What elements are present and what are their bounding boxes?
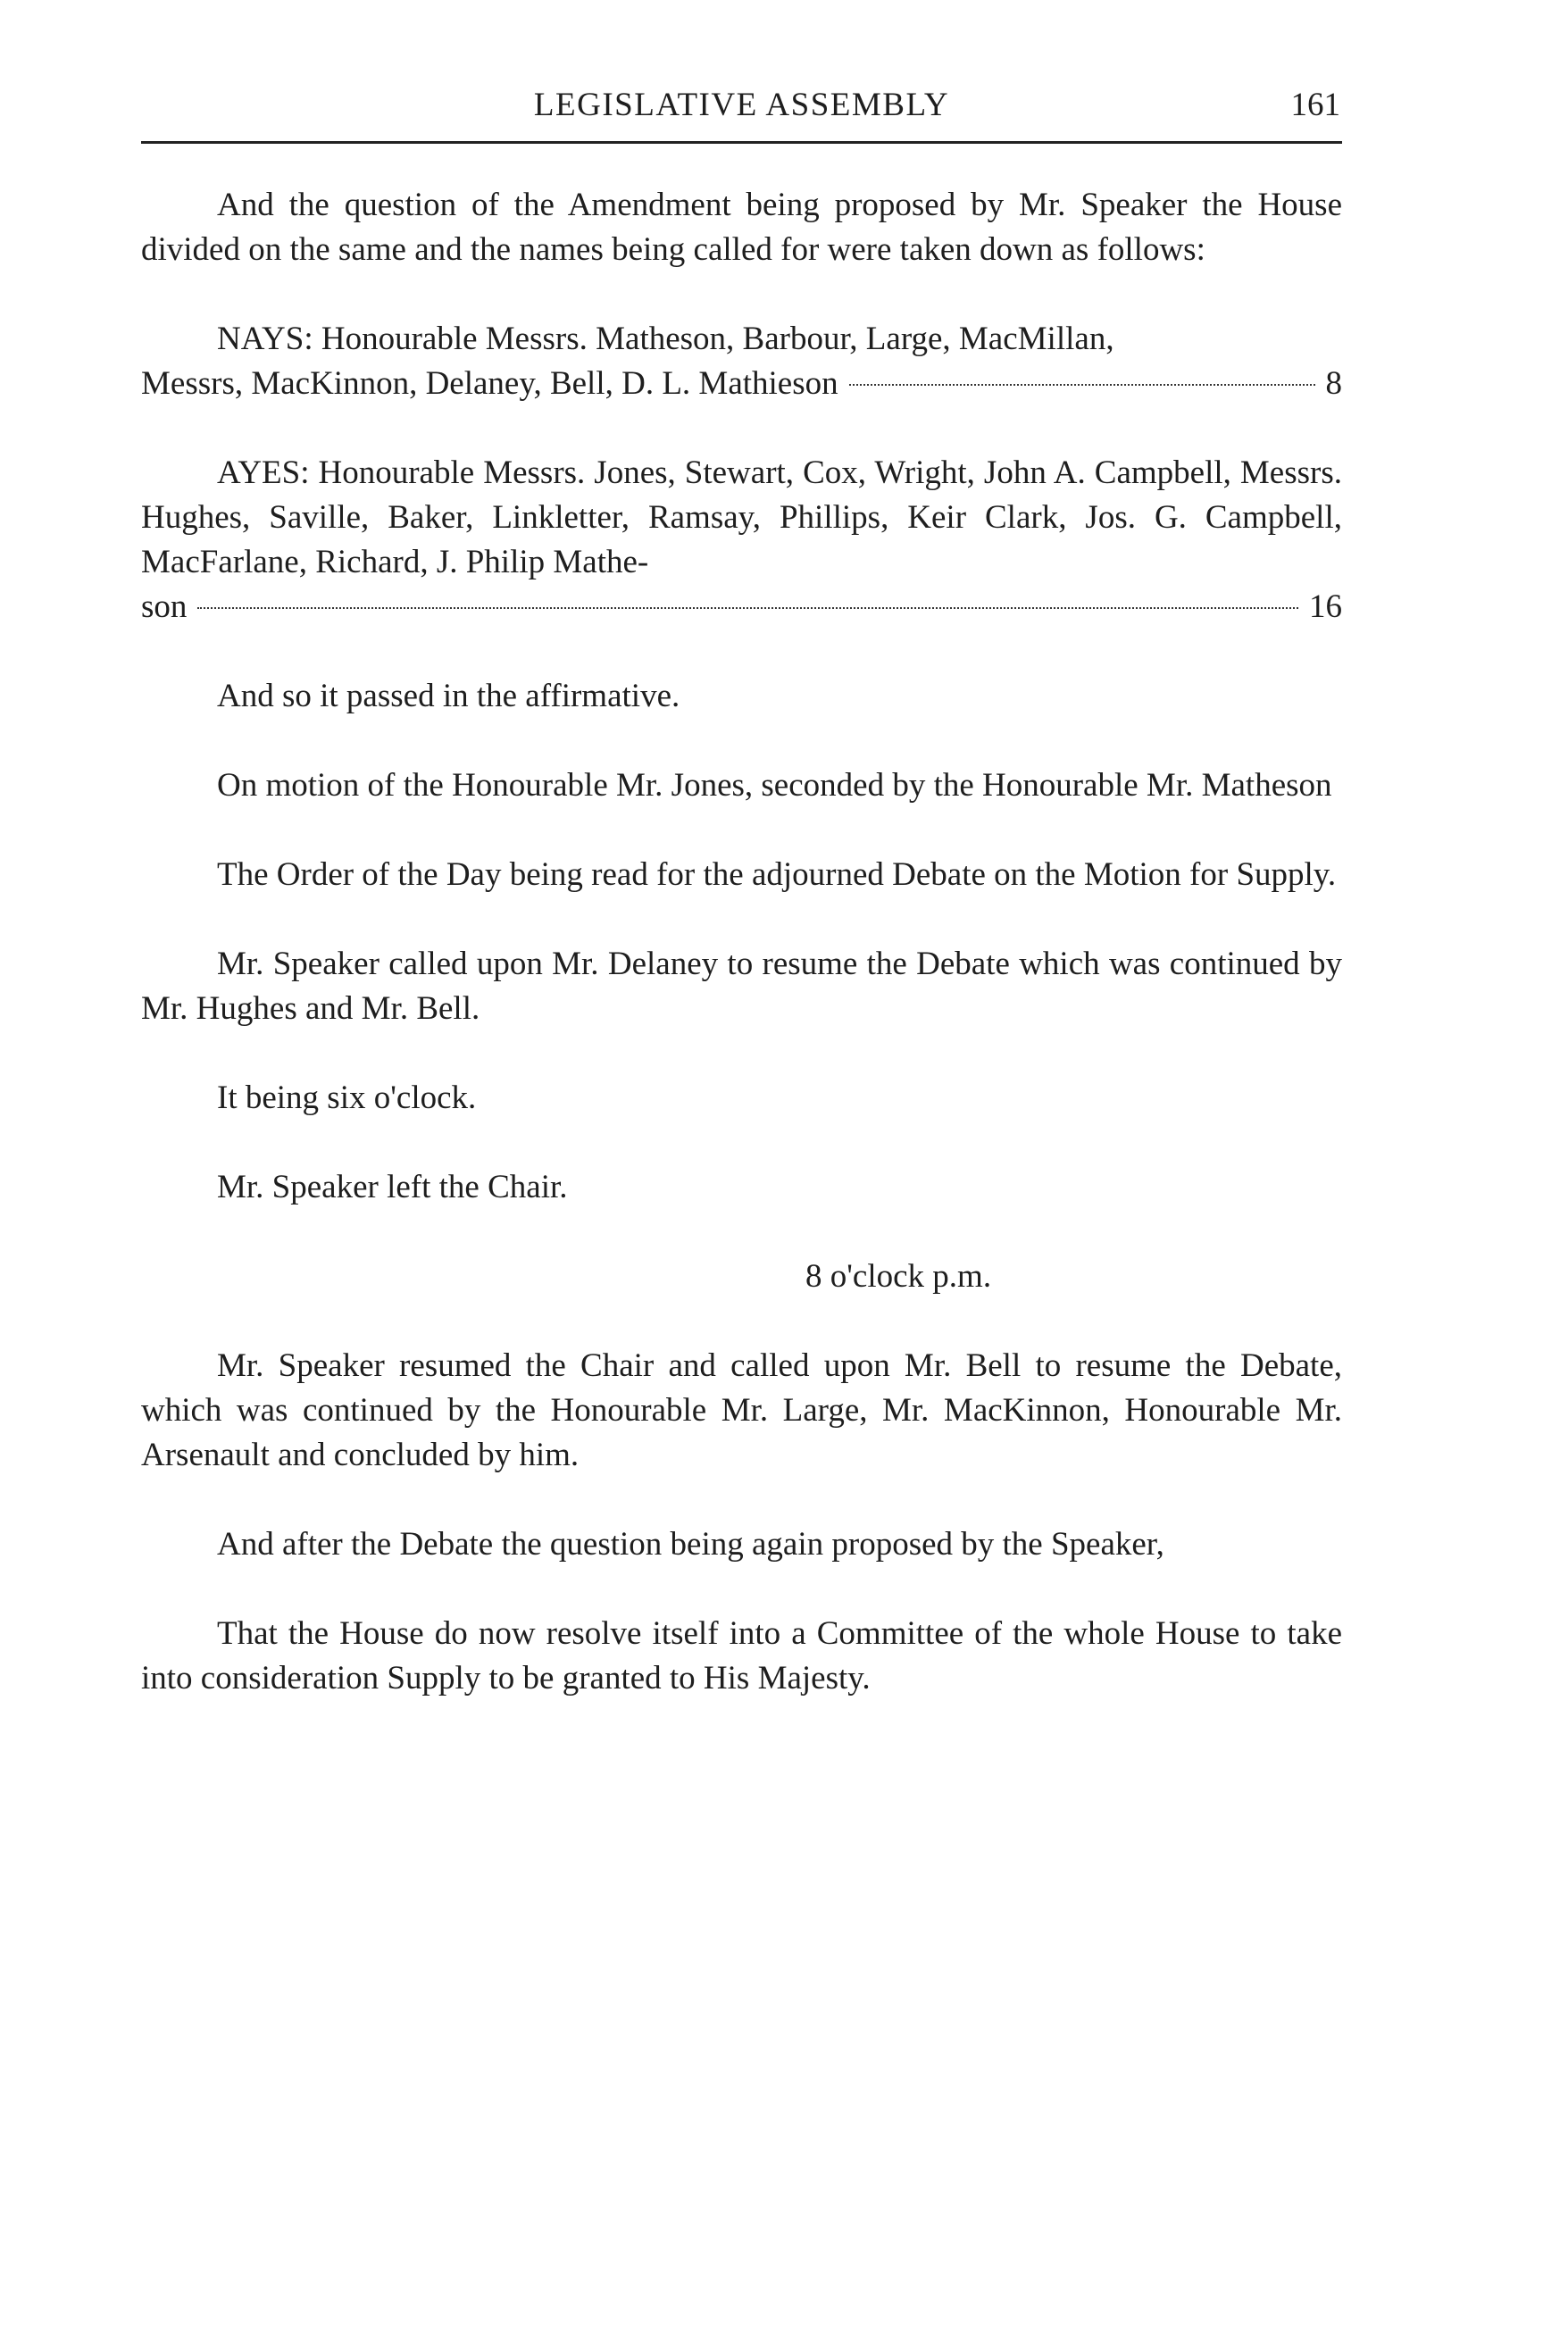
- dot-leader: [197, 607, 1298, 609]
- time-stamp: 8 o'clock p.m.: [805, 1258, 992, 1295]
- paragraph-left-chair: Mr. Speaker left the Chair.: [217, 1169, 568, 1205]
- ayes-tally-lead: son: [141, 588, 188, 625]
- ayes-count: 16: [1309, 588, 1342, 625]
- ayes-tally: [141, 585, 1342, 629]
- paragraph-committee-motion: That the House do now resolve itself into a Committee of the whole House to take into consideration Supply to be granted to His Majesty.: [141, 1615, 1342, 1697]
- paragraph-six-oclock: It being six o'clock.: [217, 1080, 477, 1116]
- paragraph-question-proposed: And after the Debate the question being again proposed by the Speaker,: [217, 1526, 1164, 1563]
- paragraph-affirmative: And so it passed in the affirmative.: [217, 678, 680, 714]
- page-number: 161: [1290, 87, 1340, 123]
- nays-tally: [141, 362, 1342, 406]
- ayes-list: [141, 451, 1342, 629]
- paragraph-motion: On motion of the Honourable Mr. Jones, seconded by the Honourable Mr. Matheson: [217, 767, 1332, 804]
- paragraph-debate-resumed: Mr. Speaker called upon Mr. Delaney to resume the Debate which was continued by Mr. Hughes and Mr. Bell.: [141, 946, 1342, 1027]
- paragraph-resumed-chair: Mr. Speaker resumed the Chair and called upon Mr. Bell to resume the Debate, which was continued by the Honourable Mr. Large, Mr. MacKinnon, Honourable Mr. Arsenault and concluded by him.: [141, 1347, 1342, 1473]
- running-title: LEGISLATIVE ASSEMBLY: [533, 87, 950, 123]
- nays-tally-lead: Messrs, MacKinnon, Delaney, Bell, D. L. Mathieson: [141, 365, 838, 402]
- running-header: [141, 80, 1342, 144]
- journal-page: [141, 80, 1342, 2268]
- nays-list: [141, 317, 1342, 406]
- nays-text: NAYS: Honourable Messrs. Matheson, Barbour, Large, MacMillan,: [217, 321, 1114, 357]
- nays-count: 8: [1325, 365, 1342, 402]
- paragraph-order-of-day: The Order of the Day being read for the adjourned Debate on the Motion for Supply.: [217, 856, 1337, 893]
- ayes-text: AYES: Honourable Messrs. Jones, Stewart, Cox, Wright, John A. Campbell, Messrs. Hughes, Saville, Baker, Linkletter, Ramsay, Phillips, Keir Clark, Jos. G. Campbell, MacFarlane, Richard, J. Philip Mathe-: [141, 454, 1342, 580]
- paragraph-division: And the question of the Amendment being proposed by Mr. Speaker the House divided on the same and the names being called for were taken down as follows:: [141, 187, 1342, 268]
- dot-leader: [849, 384, 1315, 386]
